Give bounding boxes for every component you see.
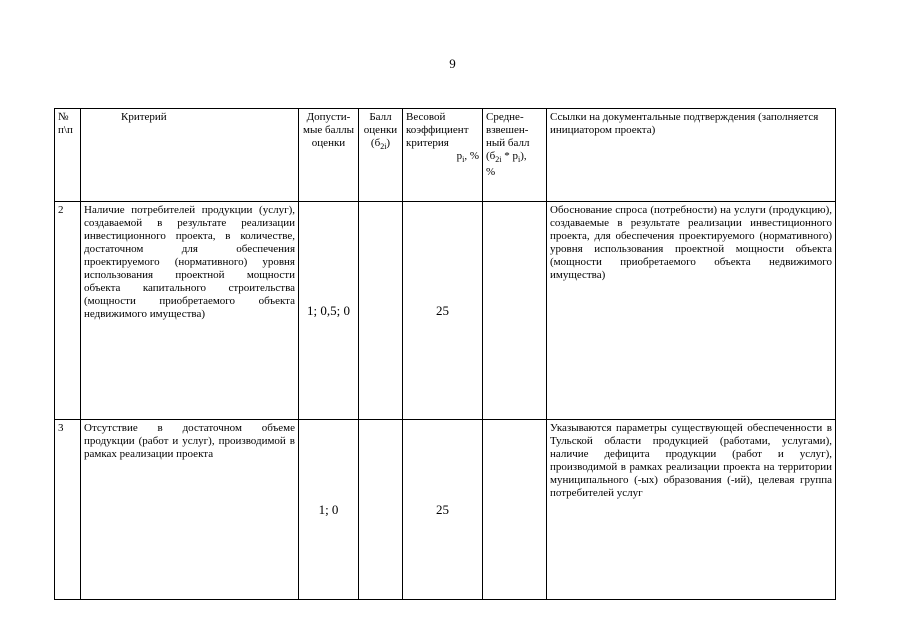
row-num: 3 [55,420,81,600]
header-avg [483,109,547,202]
header-num: № п\п [55,109,81,202]
row-allowed: 1; 0 [299,420,359,600]
header-avg-formula: $(б_{2i} * p_i)$, [486,150,527,165]
row-refs: Указываются параметры существующей обеспеченности в Тульской области продукцией (работами, услугами), наличие дефицита продукции (работ и услуг), производимой в рамках реализации проекта на территории муниципального (-ых) образования (-ий), целевая группа потребителей услуг [547,420,836,600]
header-allowed-scores: Допусти-мые баллы оценки [299,109,359,202]
header-refs: Ссылки на документальные подтверждения (заполняется инициатором проекта) [547,109,836,202]
header-avg-unit: % [486,166,496,179]
row-criterion: Наличие потребителей продукции (услуг), создаваемой в результате реализации инвестиционного проекта, в количестве, достаточном для обеспечения проектируемого (нормативного) уровня использования проектной мощности объекта капитального строительства (мощности приобретаемого объекта недвижимого имущества) [81,202,299,420]
row-num: 2 [55,202,81,420]
header-weight-label: Весовой коэффициент критерия [406,111,469,149]
row-avg [483,202,547,420]
table-header-row [55,109,836,202]
row-allowed: 1; 0,5; 0 [299,202,359,420]
row-score [359,202,403,420]
table-row [55,420,836,600]
header-score-label: Балл оценки [363,111,398,136]
criteria-table [54,108,836,600]
row-refs: Обоснование спроса (потребности) на услуги (продукцию), создаваемые в результате реализации инвестиционного проекта, для обеспечения проектируемого (нормативного) уровня использования проектной мощности объекта (мощности приобретаемого объекта недвижимого имущества) [547,202,836,420]
row-criterion: Отсутствие в достаточном объеме продукции (работ и услуг), производимой в рамках реализации проекта [81,420,299,600]
row-avg [483,420,547,600]
row-weight: 25 [403,202,483,420]
header-weight-formula: $p_i$, % [456,150,479,165]
row-score [359,420,403,600]
header-score [359,109,403,202]
page-number: 9 [449,56,456,71]
row-weight: 25 [403,420,483,600]
header-criterion: Критерий [81,109,299,202]
header-avg-label: Средне-взвешен-ный балл [486,111,530,149]
header-weight [403,109,483,202]
header-score-formula: $(б_{2i})$ [370,137,391,152]
table-row [55,202,836,420]
